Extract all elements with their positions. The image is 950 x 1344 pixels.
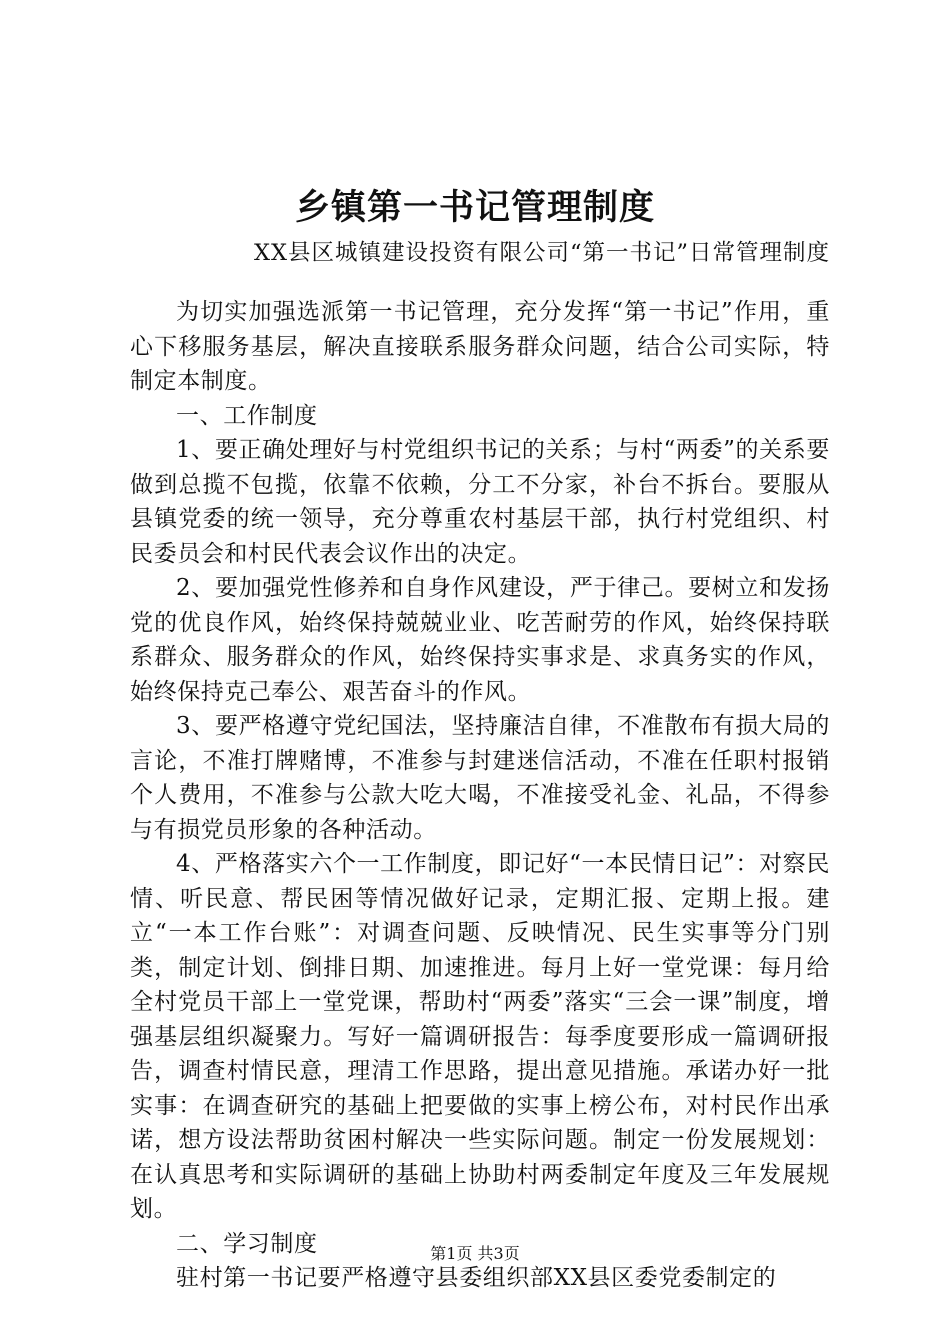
study-paragraph: 驻村第一书记要严格遵守县委组织部XX县区委党委制定的: [176, 1265, 777, 1291]
clause-paragraph-3: 3、要严格遵守党纪国法，坚持廉洁自律，不准散布有损大局的言论，不准打牌赌博，不准参与封建迷信活动，不准在任职村报销个人费用，不准参与公款大吃大喝，不准接受礼金、礼品，不得参与有损党员形象的各种活动。: [130, 713, 830, 843]
clause-paragraph-4: 4、严格落实六个一工作制度，即记好“一本民情日记”：对察民情、听民意、帮民困等情况做好记录，定期汇报、定期上报。建立“一本工作台账”：对调查问题、反映情况、民生实事等分门别类，制定计划、倒排日期、加速推进。每月上好一堂党课：每月给全村党员干部上一堂党课，帮助村“两委”落实“三会一课”制度，增强基层组织凝聚力。写好一篇调研报告：每季度要形成一篇调研报告，调查村情民意，理清工作思路，提出意见措施。承诺办好一批实事：在调查研究的基础上把要做的实事上榜公布，对村民作出承诺，想方设法帮助贫困村解决一些实际问题。制定一份发展规划：在认真思考和实际调研的基础上协助村两委制定年度及三年发展规划。: [130, 851, 830, 1222]
document-subtitle: XX县区城镇建设投资有限公司“第一书记”日常管理制度: [253, 240, 830, 266]
document-body: [130, 295, 830, 1296]
clause-paragraph-2: 2、要加强党性修养和自身作风建设，严于律己。要树立和发扬党的优良作风，始终保持兢兢业业、吃苦耐劳的作风，始终保持联系群众、服务群众的作风，始终保持实事求是、求真务实的作风，始终保持克己奉公、艰苦奋斗的作风。: [130, 575, 830, 705]
page-number-footer: 第1页 共3页: [430, 1244, 520, 1263]
document-title: 乡镇第一书记管理制度: [294, 187, 655, 228]
section-heading-study: 二、学习制度: [176, 1230, 318, 1257]
intro-paragraph: 为切实加强选派第一书记管理，充分发挥“第一书记”作用，重心下移服务基层，解决直接联系服务群众问题，结合公司实际，特制定本制度。: [130, 299, 830, 394]
clause-paragraph-1: 1、要正确处理好与村党组织书记的关系；与村“两委”的关系要做到总揽不包揽，依靠不依赖，分工不分家，补台不拆台。要服从县镇党委的统一领导，充分尊重农村基层干部，执行村党组织、村民委员会和村民代表会议作出的决定。: [130, 437, 830, 567]
section-heading-work: 一、工作制度: [176, 402, 318, 429]
